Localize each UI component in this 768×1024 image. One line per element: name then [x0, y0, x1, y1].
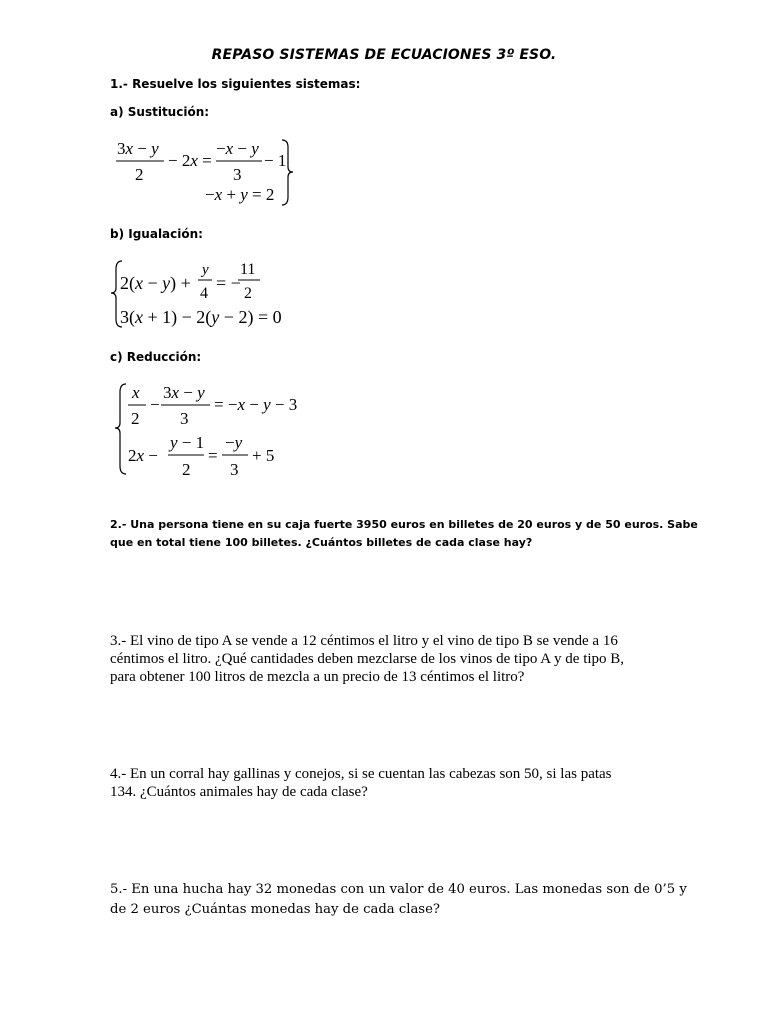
svg-text:−: − — [150, 395, 160, 414]
question-3-line-1: 3.- El vino de tipo A se vende a 12 céntimos el litro y el vino de tipo B se vende a 16 — [110, 633, 618, 649]
svg-text:2(x − y) +: 2(x − y) + — [120, 273, 191, 293]
svg-text:3x − y: 3x − y — [163, 383, 205, 402]
svg-text:= −x − y − 3: = −x − y − 3 — [214, 395, 298, 414]
svg-text:y: y — [202, 262, 209, 278]
svg-text:2: 2 — [131, 409, 140, 428]
svg-text:3: 3 — [180, 409, 189, 428]
svg-text:3x − y: 3x − y — [117, 139, 159, 158]
svg-text:−x + y = 2: −x + y = 2 — [205, 185, 275, 204]
svg-text:−y: −y — [225, 433, 243, 452]
system-c-equations — [110, 380, 330, 480]
svg-text:+ 5: + 5 — [252, 446, 275, 465]
svg-text:2: 2 — [182, 460, 191, 479]
question-4-line-2: 134. ¿Cuántos animales hay de cada clase? — [110, 784, 368, 800]
page-title: REPASO SISTEMAS DE ECUACIONES 3º ESO. — [211, 47, 557, 63]
svg-text:3: 3 — [230, 460, 239, 479]
svg-text:2: 2 — [135, 165, 144, 184]
system-b-equations — [110, 257, 310, 332]
svg-text:3(x + 1) − 2(y − 2) = 0: 3(x + 1) − 2(y − 2) = 0 — [120, 307, 282, 327]
svg-text:3: 3 — [233, 165, 242, 184]
question-3 — [110, 632, 760, 686]
svg-text:x: x — [132, 383, 140, 402]
question-3-line-2: céntimos el litro. ¿Qué cantidades deben mezclarse de los vinos de tipo A y de tipo B, — [110, 651, 625, 667]
question-3-line-3: para obtener 100 litros de mezcla a un precio de 13 céntimos el litro? — [110, 669, 525, 685]
section-c-label: c) Reducción: — [110, 350, 202, 364]
question-4-line-1: 4.- En un corral hay gallinas y conejos, si se cuentan las cabezas son 50, si las patas — [110, 766, 612, 782]
question-2 — [110, 516, 760, 552]
svg-text:− 2x =: − 2x = — [168, 151, 212, 170]
section-b-label: b) Igualación: — [110, 227, 203, 241]
svg-text:y − 1: y − 1 — [170, 433, 205, 452]
question-5-line-2: de 2 euros ¿Cuántas monedas hay de cada clase? — [110, 902, 440, 917]
system-a-equations — [110, 135, 310, 210]
question-5-line-1: 5.- En una hucha hay 32 monedas con un valor de 40 euros. Las monedas son de 0’5 y — [110, 882, 687, 897]
question-2-line-2: que en total tiene 100 billetes. ¿Cuántos billetes de cada clase hay? — [110, 536, 533, 549]
svg-text:−x − y: −x − y — [216, 139, 259, 158]
svg-text:11: 11 — [240, 261, 256, 278]
svg-text:4: 4 — [200, 285, 208, 302]
svg-text:= −: = − — [216, 273, 241, 293]
question-2-line-1: 2.- Una persona tiene en su caja fuerte 3950 euros en billetes de 20 euros y de 50 euros. Sabe — [110, 518, 698, 531]
question-5 — [110, 880, 760, 920]
svg-text:=: = — [208, 446, 218, 465]
svg-text:2: 2 — [244, 285, 252, 302]
section-a-label: a) Sustitución: — [110, 105, 210, 119]
svg-text:− 1: − 1 — [264, 151, 287, 170]
svg-text:2x −: 2x − — [128, 446, 158, 465]
question-1-heading: 1.- Resuelve los siguientes sistemas: — [110, 77, 361, 91]
question-4 — [110, 765, 760, 801]
